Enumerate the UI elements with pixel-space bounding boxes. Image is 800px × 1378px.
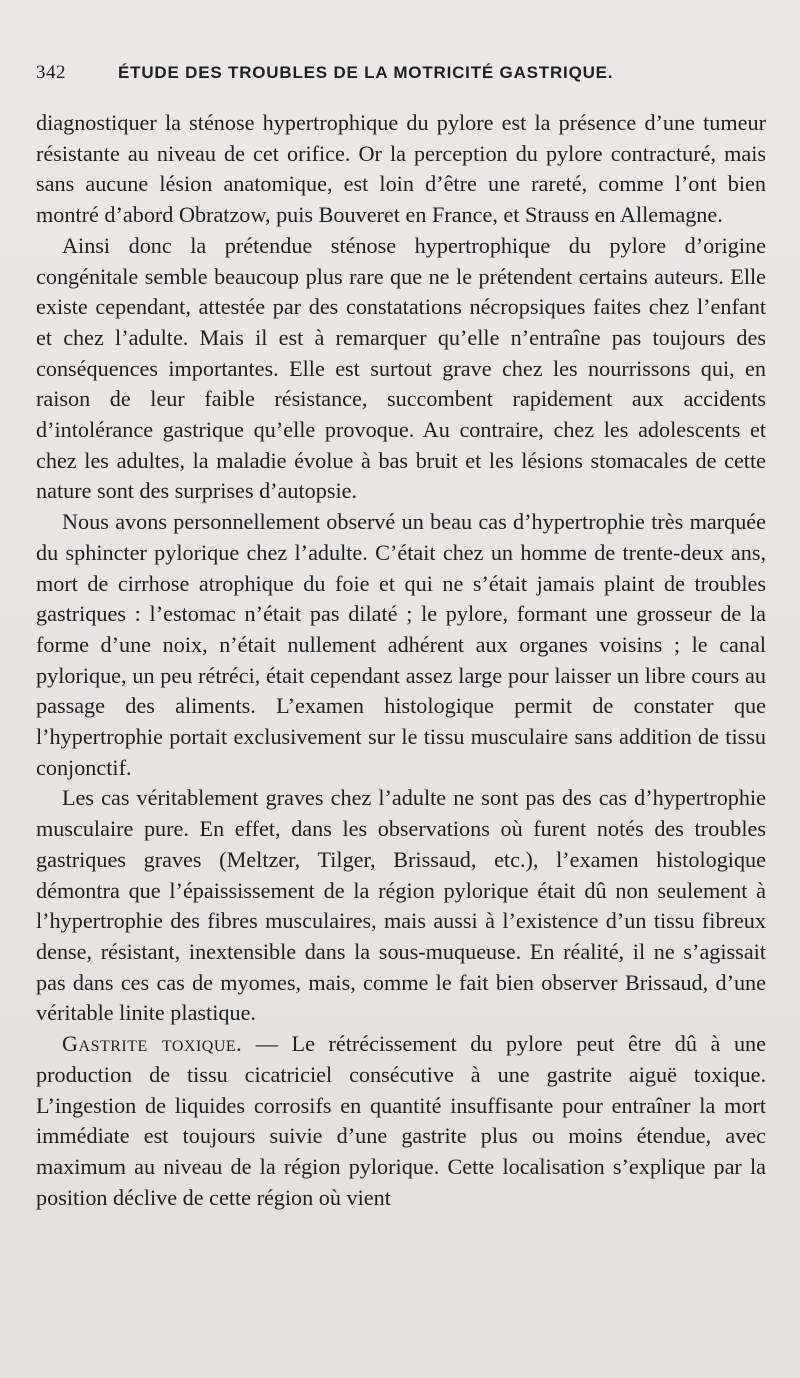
paragraph: Nous avons personnellement observé un beau cas d’hypertrophie très marquée du sphincter pylorique chez l’adulte. C’était chez un homme de trente-deux ans, mort de cirrhose atrophique du foie et qui ne s’était jamais plaint de troubles gastriques : l’estomac n’était pas dilaté ; le pylore, formant une grosseur de la forme d’une noix, n’était nullement adhérent aux organes voisins ; le canal pylorique, un peu rétréci, était cependant assez large pour laisser un libre cours au passage des aliments. L’examen histologique permit de constater que l’hypertrophie portait exclusivement sur le tissu musculaire sans addition de tissu conjonctif. xyxy=(36,509,766,780)
paragraph: Les cas véritablement graves chez l’adulte ne sont pas des cas d’hypertrophie musculaire pure. En effet, dans les observations où furent notés des troubles gastriques graves (Meltzer, Tilger, Brissaud, etc.), l’examen histologique démontra que l’épaississement de la région pylorique était dû non seulement à l’hypertrophie des fibres musculaires, mais aussi à l’existence d’un tissu fibreux dense, résistant, inextensible dans la sous-muqueuse. En réalité, il ne s’agissait pas dans ces cas de myomes, mais, comme le fait bien observer Brissaud, d’une véritable linite plastique. xyxy=(36,785,766,1026)
page-header xyxy=(36,62,766,102)
paragraph: Ainsi donc la prétendue sténose hypertrophique du pylore d’origine congénitale semble beaucoup plus rare que ne le prétendent certains auteurs. Elle existe cependant, attestée par des constatations nécropsiques faites chez l’enfant et chez l’adulte. Mais il est à remarquer qu’elle n’entraîne pas toujours des conséquences importantes. Elle est surtout grave chez les nourrissons qui, en raison de leur faible résistance, succombent rapidement aux accidents d’intolérance gastrique qu’elle provoque. Au contraire, chez les adolescents et chez les adultes, la maladie évolue à bas bruit et les lésions stomacales de cette nature sont des surprises d’autopsie. xyxy=(36,232,766,504)
paragraph: Gastrite toxique. — Le rétrécissement du pylore peut être dû à une production de tissu cicatriciel consécutive à une gastrite aiguë toxique. L’ingestion de liquides corrosifs en quantité insuffisante pour entraîner la mort immédiate est toujours suivie d’une gastrite plus ou moins étendue, avec maximum au niveau de la région pylorique. Cette localisation s’explique par la position déclive de cette région où vient xyxy=(36,1031,766,1210)
section-lead: Gastrite toxique. xyxy=(62,1031,243,1057)
running-head: ÉTUDE DES TROUBLES DE LA MOTRICITÉ GASTRIQUE. xyxy=(118,63,614,82)
body-text xyxy=(36,108,766,1213)
paragraph: diagnostiquer la sténose hypertrophique du pylore est la présence d’une tumeur résistante au niveau de cet orifice. Or la perception du pylore contracturé, mais sans aucune lésion anatomique, est loin d’être une rareté, comme l’ont bien montré d’abord Obratzow, puis Bouveret en France, et Strauss en Allemagne. xyxy=(36,110,766,228)
page-number: 342 xyxy=(36,62,66,83)
